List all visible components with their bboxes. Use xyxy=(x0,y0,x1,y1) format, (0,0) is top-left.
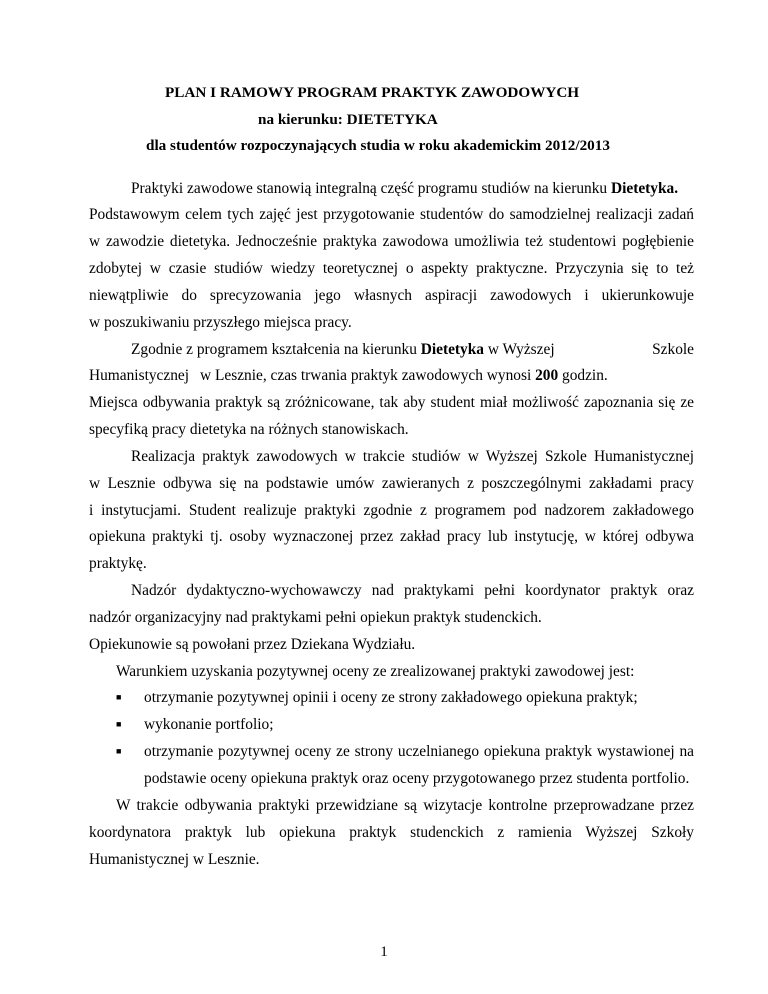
paragraph-line: niewątpliwie do sprecyzowania jego własnych aspiracji zawodowych i ukierunkowuje xyxy=(89,287,694,304)
paragraph-line: Miejsca odbywania praktyk są zróżnicowane, tak aby student miał możliwość zapoznania się ze xyxy=(89,394,694,411)
paragraph-line: Humanistycznej w Lesznie, czas trwania praktyk zawodowych wynosi 200 godzin. xyxy=(89,367,608,384)
bold-number: 200 xyxy=(535,367,559,384)
document-subtitle-field: na kierunku: DIETETYKA xyxy=(258,111,438,128)
paragraph-line: praktykę. xyxy=(89,555,147,572)
paragraph-line: w poszukiwaniu przyszłego miejsca pracy. xyxy=(89,314,352,331)
bold-term: Dietetyka. xyxy=(610,180,679,197)
paragraph-line: Podstawowym celem tych zajęć jest przygotowanie studentów do samodzielnej realizacji zadań xyxy=(89,206,694,223)
paragraph-line: nadzór organizacyjny nad praktykami pełni opiekun praktyk studenckich. xyxy=(89,609,542,626)
list-item: otrzymanie pozytywnej opinii i oceny ze strony zakładowego opiekuna praktyk; xyxy=(144,689,638,706)
paragraph-line: w Lesznie odbywa się na podstawie umów zawieranych z poszczególnymi zakładami pracy xyxy=(89,475,694,492)
paragraph-line: Zgodnie z programem kształcenia na kierunku Dietetyka w Wyższej Szkole xyxy=(131,341,694,358)
list-item-continuation: podstawie oceny opiekuna praktyk oraz oceny przygotowanego przez studenta portfolio. xyxy=(144,770,690,787)
document-subtitle-audience: dla studentów rozpoczynających studia w roku akademickim 2012/2013 xyxy=(146,137,610,154)
paragraph-line: koordynatora praktyk lub opiekuna praktyk studenckich z ramienia Wyższej Szkoły xyxy=(89,824,694,841)
document-title: PLAN I RAMOWY PROGRAM PRAKTYK ZAWODOWYCH xyxy=(165,84,580,101)
paragraph-line: Opiekunowie są powołani przez Dziekana Wydziału. xyxy=(89,636,416,653)
bullet-square-icon: ■ xyxy=(116,746,122,756)
paragraph-line: zdobytej w czasie studiów wiedzy teoretycznej o aspekty praktyczne. Przyczynia się to też xyxy=(89,260,694,277)
paragraph-line: Warunkiem uzyskania pozytywnej oceny ze zrealizowanej praktyki zawodowej jest: xyxy=(116,663,635,680)
bold-term: Dietetyka xyxy=(420,341,485,358)
paragraph-line: Praktyki zawodowe stanowią integralną część programu studiów na kierunku Dietetyka. xyxy=(131,180,679,197)
bullet-square-icon: ■ xyxy=(116,692,122,702)
paragraph-line: W trakcie odbywania praktyki przewidziane są wizytacje kontrolne przeprowadzane przez xyxy=(116,797,694,814)
paragraph-line: Humanistycznej w Lesznie. xyxy=(89,851,260,868)
list-item: wykonanie portfolio; xyxy=(144,716,274,733)
bullet-square-icon: ■ xyxy=(116,719,122,729)
paragraph-line: specyfiką pracy dietetyka na różnych stanowiskach. xyxy=(89,421,409,438)
paragraph-line: Nadzór dydaktyczno-wychowawczy nad praktykami pełni koordynator praktyk oraz xyxy=(131,582,694,599)
paragraph-line: i instytucjami. Student realizuje praktyki zgodnie z programem pod nadzorem zakładowego xyxy=(89,502,694,519)
paragraph-line: Realizacja praktyk zawodowych w trakcie studiów w Wyższej Szkole Humanistycznej xyxy=(131,448,694,465)
list-item: otrzymanie pozytywnej oceny ze strony uczelnianego opiekuna praktyk wystawionej na xyxy=(144,743,694,760)
page-number: 1 xyxy=(380,944,388,960)
paragraph-line: w zawodzie dietetyka. Jednocześnie praktyka zawodowa umożliwia też studentowi pogłębienie xyxy=(89,233,694,250)
paragraph-line: opiekuna praktyki tj. osoby wyznaczonej przez zakład pracy lub instytucję, w której odbywa xyxy=(89,528,694,545)
